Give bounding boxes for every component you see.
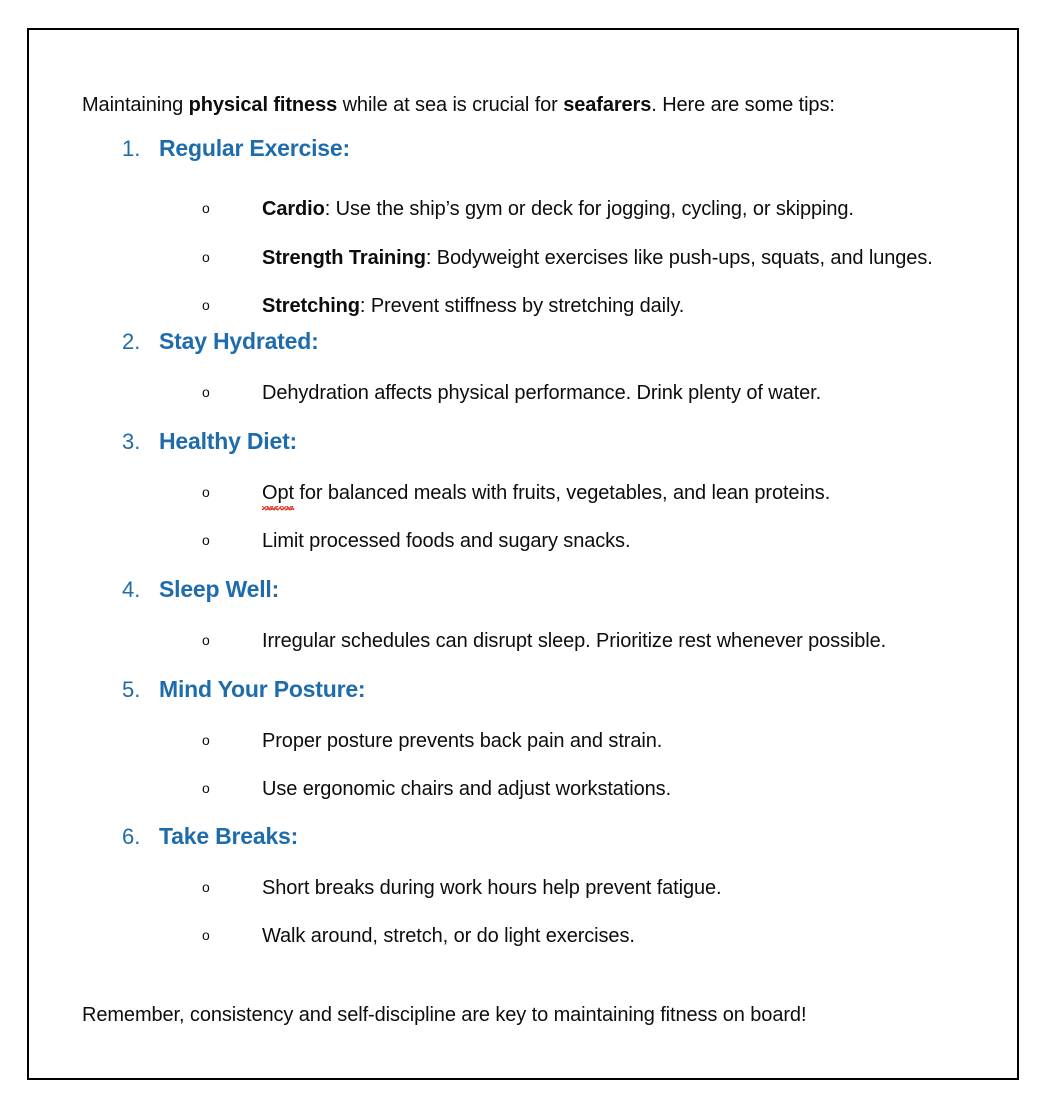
list-item-text: Irregular schedules can disrupt sleep. Prioritize rest whenever possible. <box>262 630 887 652</box>
list-item-text: Short breaks during work hours help prevent fatigue. <box>262 877 722 899</box>
list-heading-text: Sleep Well: <box>159 576 280 602</box>
list-item-text: Strength Training: Bodyweight exercises like push-ups, squats, and lunges. <box>262 247 933 269</box>
bullet-marker-icon: o <box>202 632 210 648</box>
list-item-text: Cardio: Use the ship’s gym or deck for jogging, cycling, or skipping. <box>262 198 854 220</box>
intro-paragraph <box>82 92 992 118</box>
intro-text-middle: while at sea is crucial for <box>337 94 564 116</box>
document-page-frame <box>27 28 1019 1080</box>
list-item-text: Dehydration affects physical performance. Drink plenty of water. <box>262 382 822 404</box>
list-number-marker: 6. <box>122 824 141 849</box>
list-item <box>202 480 1002 507</box>
list-number-marker: 3. <box>122 429 141 454</box>
list-heading-text: Stay Hydrated: <box>159 328 319 354</box>
list-heading-1 <box>122 134 982 163</box>
list-item-text: Limit processed foods and sugary snacks. <box>262 530 631 552</box>
list-item <box>202 245 1002 272</box>
list-item <box>202 728 1002 755</box>
bullet-marker-icon: o <box>202 780 210 796</box>
outro-text: Remember, consistency and self-discipline are key to maintaining fitness on board! <box>82 1004 807 1026</box>
document-body <box>29 30 1017 1078</box>
list-item-text: Proper posture prevents back pain and strain. <box>262 730 663 752</box>
list-heading-6 <box>122 822 982 851</box>
list-heading-3 <box>122 427 982 456</box>
bullet-marker-icon: o <box>202 484 210 500</box>
list-item-bold-lead: Cardio <box>262 198 325 220</box>
list-heading-5 <box>122 675 982 704</box>
list-heading-text: Mind Your Posture: <box>159 676 366 702</box>
bullet-marker-icon: o <box>202 384 210 400</box>
misspelled-word[interactable]: Opt <box>262 480 294 506</box>
spellcheck-squiggle-icon <box>262 506 294 512</box>
list-item <box>202 293 1002 320</box>
bullet-marker-icon: o <box>202 297 210 313</box>
bullet-marker-icon: o <box>202 879 210 895</box>
list-item <box>202 628 1002 655</box>
list-item-text: Walk around, stretch, or do light exercises. <box>262 925 635 947</box>
list-number-marker: 2. <box>122 329 141 354</box>
intro-bold-seafarers: seafarers <box>563 94 652 116</box>
list-heading-4 <box>122 575 982 604</box>
list-heading-text: Take Breaks: <box>159 823 299 849</box>
bullet-marker-icon: o <box>202 732 210 748</box>
list-item-text: Stretching: Prevent stiffness by stretching daily. <box>262 295 685 317</box>
list-item <box>202 380 1002 407</box>
outro-paragraph <box>82 1002 992 1028</box>
list-heading-text: Regular Exercise: <box>159 135 350 161</box>
list-heading-2 <box>122 327 982 356</box>
list-number-marker: 4. <box>122 577 141 602</box>
list-number-marker: 5. <box>122 677 141 702</box>
list-item <box>202 923 1002 950</box>
list-heading-text: Healthy Diet: <box>159 428 297 454</box>
bullet-marker-icon: o <box>202 532 210 548</box>
list-item <box>202 196 1002 223</box>
intro-text-before: Maintaining <box>82 94 189 116</box>
bullet-marker-icon: o <box>202 249 210 265</box>
list-item-bold-lead: Stretching <box>262 295 360 317</box>
list-item <box>202 528 1002 555</box>
list-item-text: Opt for balanced meals with fruits, vegetables, and lean proteins. <box>262 482 830 504</box>
list-item <box>202 875 1002 902</box>
intro-text-after: . Here are some tips: <box>651 94 835 116</box>
bullet-marker-icon: o <box>202 200 210 216</box>
list-number-marker: 1. <box>122 136 141 161</box>
intro-bold-physical-fitness: physical fitness <box>188 94 338 116</box>
bullet-marker-icon: o <box>202 927 210 943</box>
list-item-text: Use ergonomic chairs and adjust workstations. <box>262 778 672 800</box>
list-item <box>202 776 1002 803</box>
list-item-bold-lead: Strength Training <box>262 247 426 269</box>
